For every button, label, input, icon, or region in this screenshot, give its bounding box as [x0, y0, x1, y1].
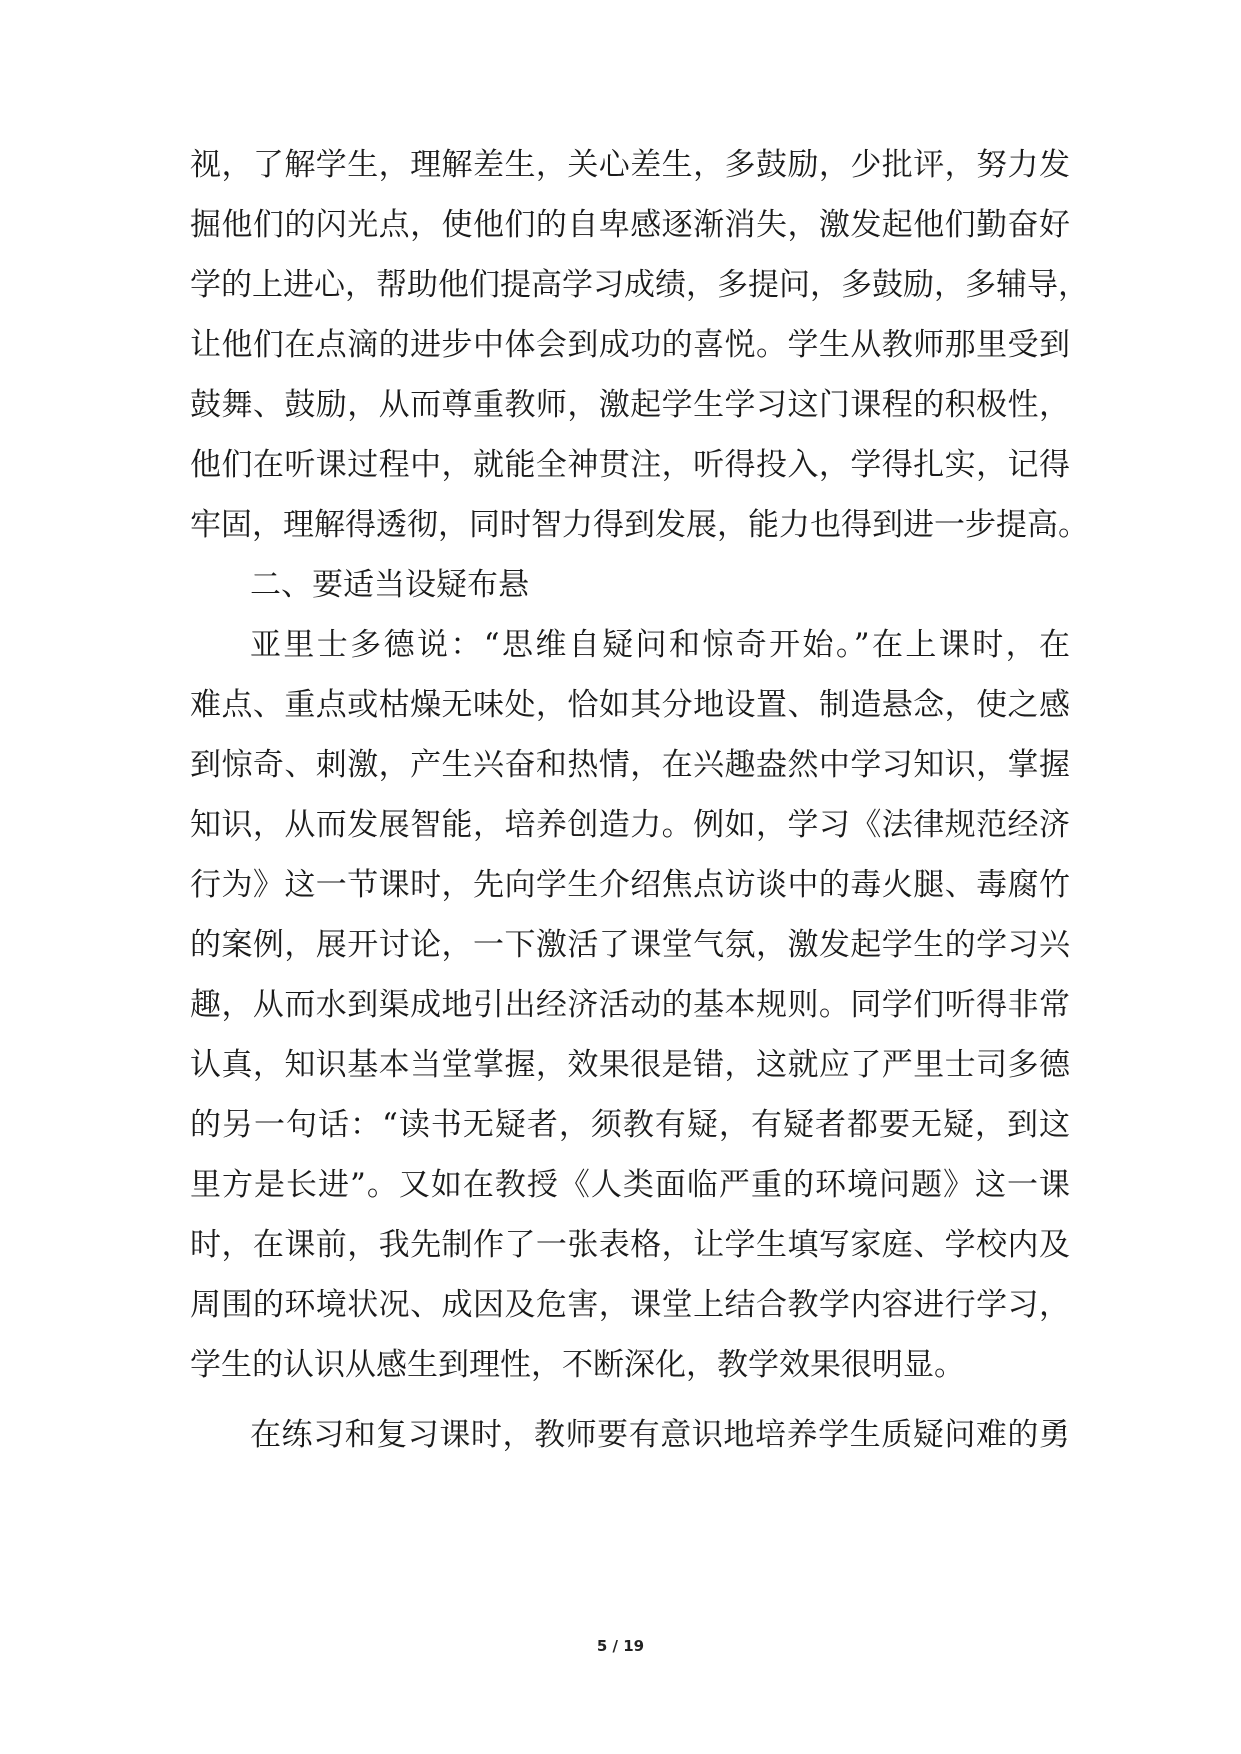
section-heading: 二、要适当设疑布悬: [250, 567, 529, 603]
body-text-line: 时，在课前，我先制作了一张表格，让学生填写家庭、学校内及: [190, 1227, 1070, 1263]
body-text-line: 的案例，展开讨论，一下激活了课堂气氛，激发起学生的学习兴: [190, 927, 1070, 963]
body-text-line: 知识，从而发展智能，培养创造力。例如，学习《法律规范经济: [190, 807, 1070, 843]
body-text-line: 牢固，理解得透彻，同时智力得到发展，能力也得到进一步提高。: [190, 507, 1089, 543]
body-text-line: 让他们在点滴的进步中体会到成功的喜悦。学生从教师那里受到: [190, 327, 1070, 363]
paragraph-first-line: 亚里士多德说：“思维自疑问和惊奇开始。”在上课时，在: [250, 627, 1070, 663]
body-text-line: 认真，知识基本当堂掌握，效果很是错，这就应了严里士司多德: [190, 1047, 1070, 1083]
body-text-line: 行为》这一节课时，先向学生介绍焦点访谈中的毒火腿、毒腐竹: [190, 867, 1070, 903]
body-text-line: 他们在听课过程中，就能全神贯注，听得投入，学得扎实，记得: [190, 447, 1070, 483]
body-text-line: 难点、重点或枯燥无味处，恰如其分地设置、制造悬念，使之感: [190, 687, 1070, 723]
body-text-line: 到惊奇、刺激，产生兴奋和热情，在兴趣盎然中学习知识，掌握: [190, 747, 1070, 783]
body-text-line: 的另一句话：“读书无疑者，须教有疑，有疑者都要无疑，到这: [190, 1107, 1070, 1143]
paragraph-last-line: 学生的认识从感生到理性，不断深化，教学效果很明显。: [190, 1347, 965, 1383]
body-text-line: 学的上进心，帮助他们提高学习成绩，多提问，多鼓励，多辅导，: [190, 267, 1089, 303]
body-text-line: 鼓舞、鼓励，从而尊重教师，激起学生学习这门课程的积极性，: [190, 387, 1070, 423]
body-text-line: 里方是长进”。又如在教授《人类面临严重的环境问题》这一课: [190, 1167, 1070, 1203]
page-number: 5 / 19: [596, 1637, 645, 1655]
body-text-line: 趣，从而水到渠成地引出经济活动的基本规则。同学们听得非常: [190, 987, 1070, 1023]
body-text-line: 周围的环境状况、成因及危害，课堂上结合教学内容进行学习，: [190, 1287, 1070, 1323]
body-text-line: 视，了解学生，理解差生，关心差生，多鼓励，少批评，努力发: [190, 147, 1070, 183]
body-text-line: 掘他们的闪光点，使他们的自卑感逐渐消失，激发起他们勤奋好: [190, 207, 1070, 243]
paragraph-first-line: 在练习和复习课时，教师要有意识地培养学生质疑问难的勇: [250, 1417, 1070, 1453]
